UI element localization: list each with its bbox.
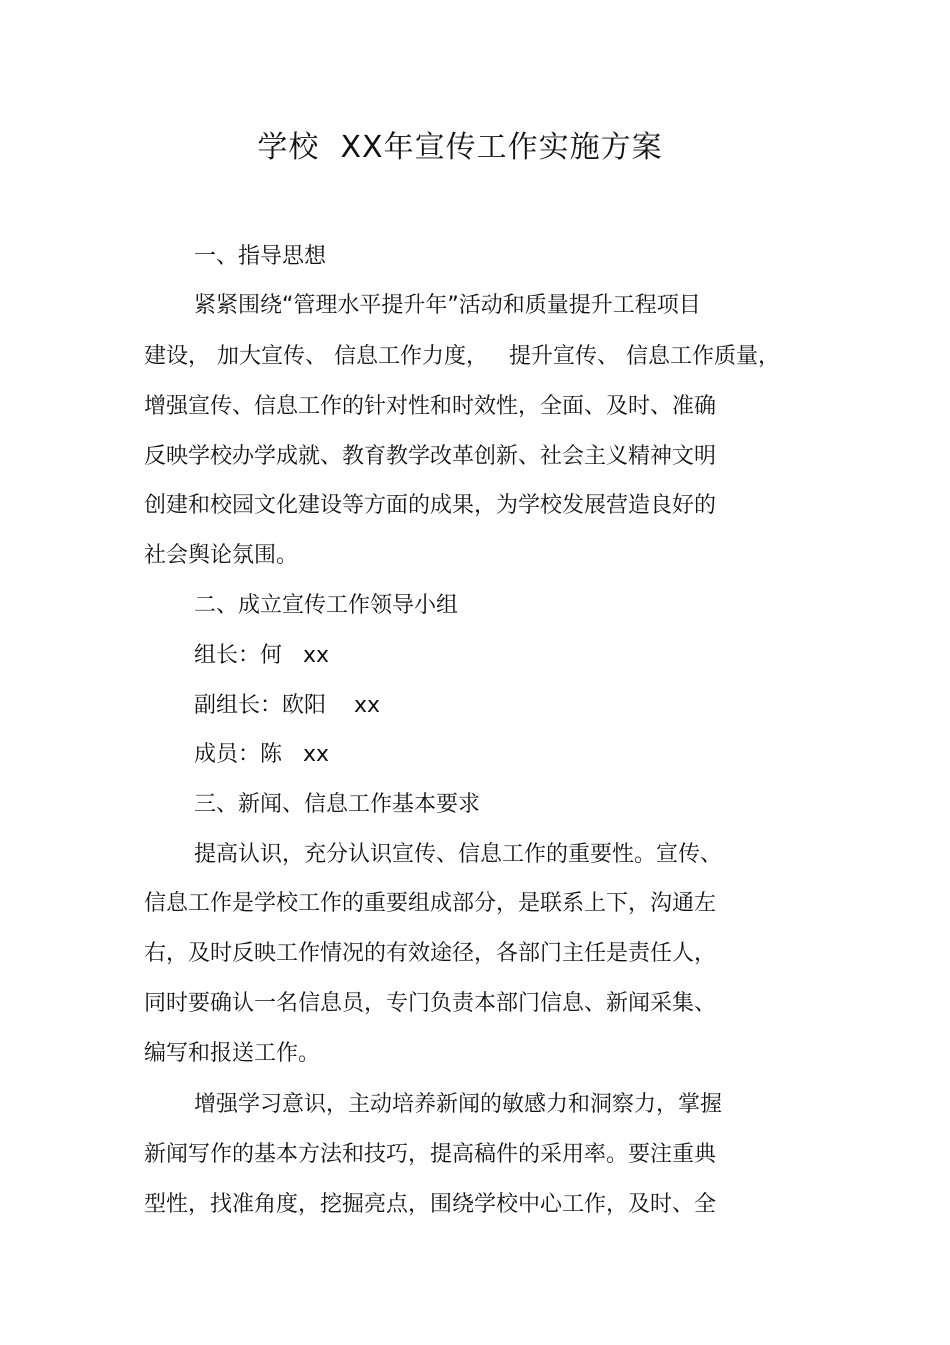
paragraph-line: 新闻写作的基本方法和技巧，提高稿件的采用率。要注重典 (144, 1142, 717, 1167)
section-heading-1: 一、指导思想 (194, 244, 327, 269)
paragraph-line: 反映学校办学成就、教育教学改革创新、社会主义精神文明 (144, 444, 717, 469)
paragraph-line: 增强学习意识，主动培养新闻的敏感力和洞察力，掌握 (194, 1092, 723, 1117)
paragraph-line: 增强宣传、信息工作的针对性和时效性，全面、及时、准确 (144, 394, 717, 419)
paragraph-line: 紧紧围绕“管理水平提升年”活动和质量提升工程项目 (194, 293, 701, 318)
member-line: 成员：陈 xx (194, 742, 330, 767)
section-heading-3: 三、新闻、信息工作基本要求 (194, 792, 481, 817)
deputy-leader-line: 副组长：欧阳 xx (194, 693, 381, 718)
leader-line: 组长：何 xx (194, 643, 330, 668)
paragraph-line: 编写和报送工作。 (144, 1041, 321, 1066)
paragraph-line: 提高认识，充分认识宣传、信息工作的重要性。宣传、 (194, 842, 723, 867)
paragraph-line: 创建和校园文化建设等方面的成果，为学校发展营造良好的 (144, 493, 717, 518)
paragraph-line: 右，及时反映工作情况的有效途径，各部门主任是责任人， (144, 941, 717, 966)
paragraph-line: 同时要确认一名信息员，专门负责本部门信息、新闻采集、 (144, 991, 717, 1016)
section-heading-2: 二、成立宣传工作领导小组 (194, 593, 459, 618)
paragraph-line: 建设， 加大宣传、 信息工作力度， 提升宣传、 信息工作质量， (144, 344, 780, 369)
paragraph-line: 社会舆论氛围。 (144, 543, 299, 568)
paragraph-line: 型性，找准角度，挖掘亮点，围绕学校中心工作，及时、全 (144, 1192, 717, 1217)
document-title: 学校 XX年宣传工作实施方案 (257, 130, 663, 165)
paragraph-line: 信息工作是学校工作的重要组成部分，是联系上下，沟通左 (144, 891, 717, 916)
